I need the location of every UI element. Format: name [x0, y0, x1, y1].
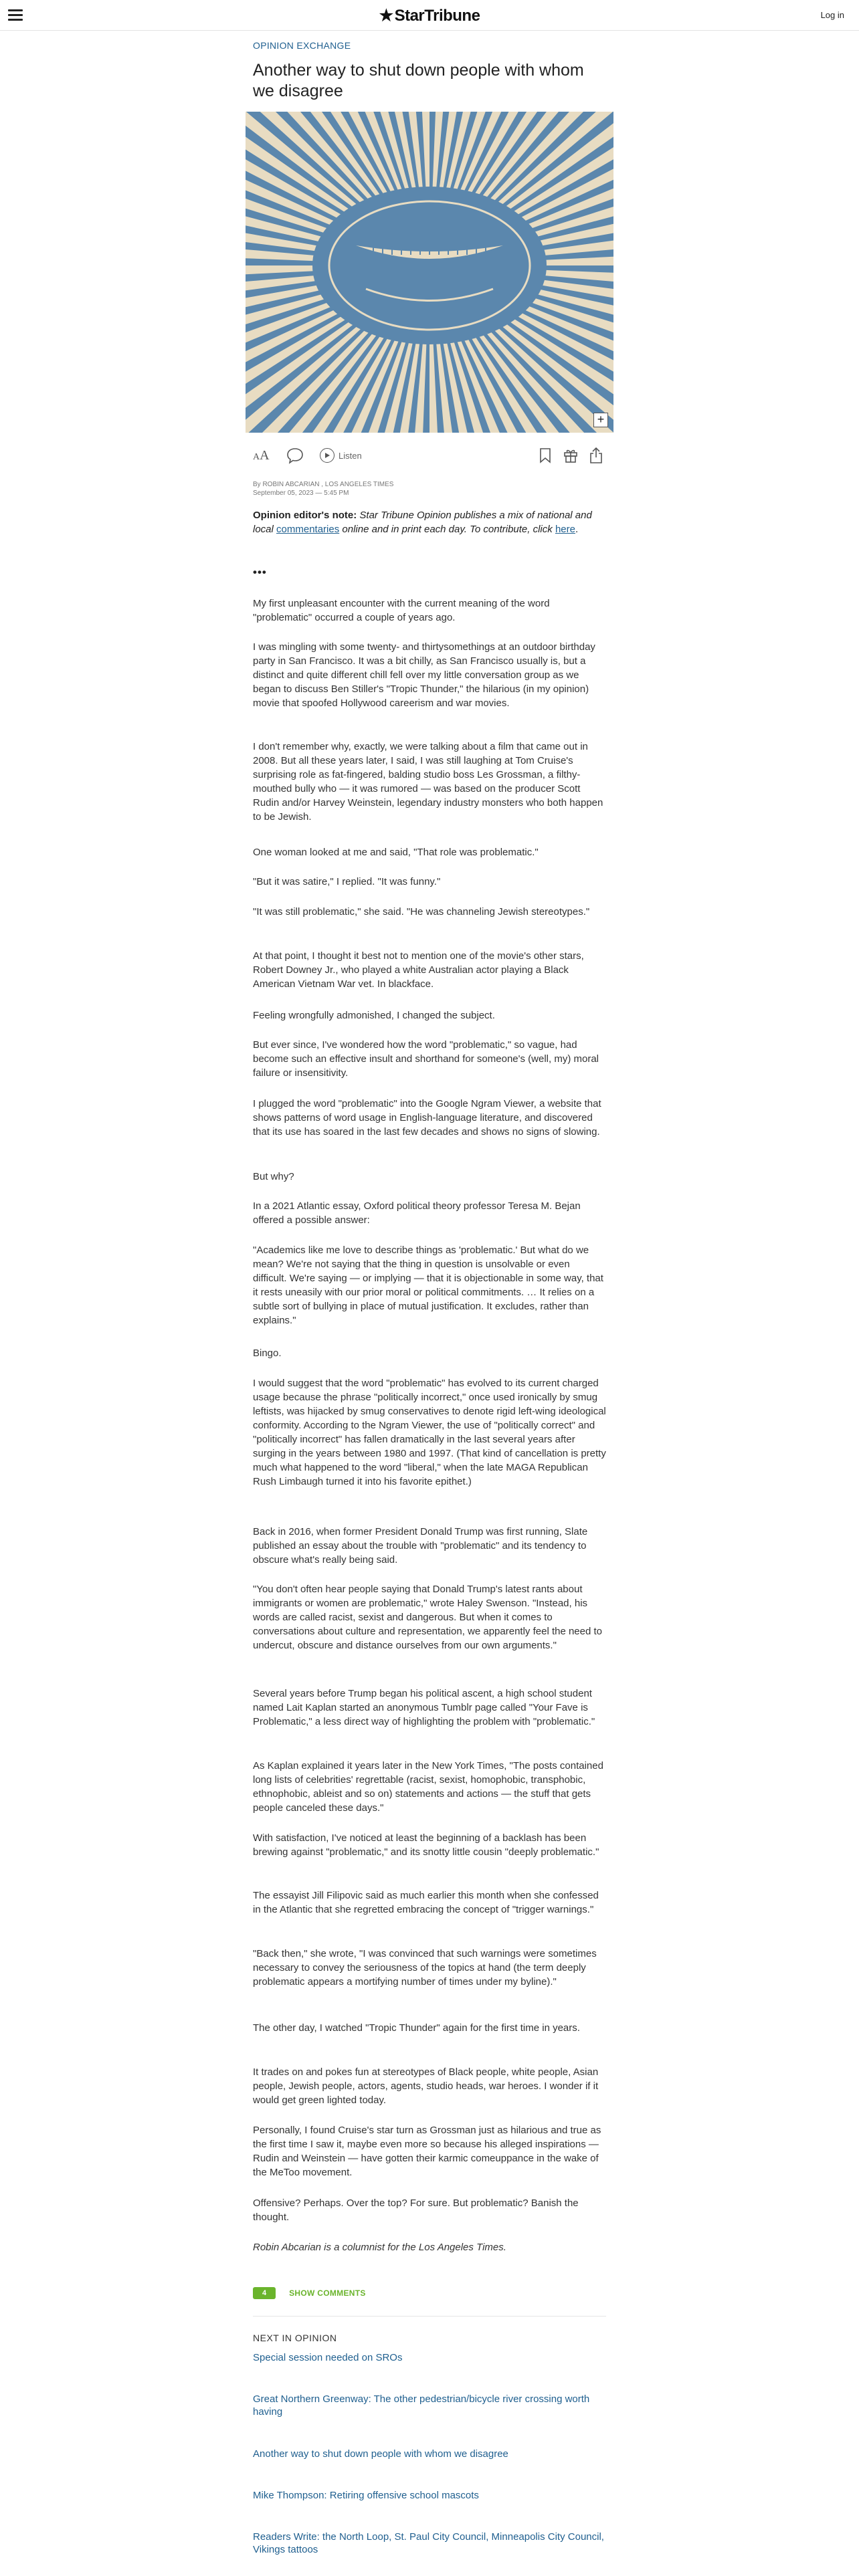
next-link[interactable]: Special session needed on SROs — [253, 2352, 403, 2363]
paragraph: The other day, I watched "Tropic Thunder" again for the first time in years. — [253, 2022, 580, 2034]
paragraph: I was mingling with some twenty- and thirtysomethings at an outdoor birthday party in San Francisco. It was a bit chilly, as San Francisco usually is, but a distinct and quite different chill fell over my little conversation group as we began to discuss Ben Stiller's "Tropic Thunder," the hilarious (in my opinion) movie that spoofed Hollywood careerism and war movies. — [253, 641, 595, 709]
comments-bar — [253, 2286, 606, 2300]
text-size-icon: AA — [253, 447, 270, 463]
gift-button[interactable] — [563, 445, 578, 465]
site-logo[interactable]: ★StarTribune — [379, 7, 480, 25]
paragraph: My first unpleasant encounter with the current meaning of the word "problematic" occurred a couple of years ago. — [253, 598, 550, 623]
editors-note-text-2: online and in print each day. To contribute, click — [342, 524, 553, 535]
share-icon — [589, 447, 603, 464]
section-label[interactable]: OPINION EXCHANGE — [253, 40, 351, 51]
divider — [253, 2316, 606, 2317]
author-line: By ROBIN ABCARIAN , LOS ANGELES TIMES — [253, 481, 394, 488]
text-size-button[interactable] — [253, 445, 270, 465]
commentaries-link[interactable]: commentaries — [276, 524, 340, 535]
lips-illustration — [246, 112, 613, 433]
byline — [253, 480, 606, 498]
next-in-opinion-heading: NEXT IN OPINION — [253, 2333, 337, 2343]
comment-bubble-icon — [286, 447, 304, 464]
paragraph: But ever since, I've wondered how the word "problematic," so vague, had become such an effective insult and shorthand for someone's (well, my) moral failure or insensitivity. — [253, 1039, 599, 1079]
page-title: Another way to shut down people with whom we disagree — [253, 61, 584, 100]
listen-button[interactable]: Listen — [320, 445, 362, 465]
paragraph: I plugged the word "problematic" into the Google Ngram Viewer, a website that shows patterns of word usage in English-language literature, and discovered that its use has soared in the last few decades and shows no signs of slowing. — [253, 1098, 601, 1138]
paragraph: In a 2021 Atlantic essay, Oxford political theory professor Teresa M. Bejan offered a possible answer: — [253, 1200, 581, 1226]
paragraph: "But it was satire," I replied. "It was funny." — [253, 876, 441, 887]
section-separator: ••• — [253, 566, 267, 578]
login-link[interactable]: Log in — [820, 10, 844, 20]
expand-image-button[interactable]: + — [593, 413, 608, 427]
bookmark-button[interactable] — [539, 445, 551, 465]
star-icon: ★ — [379, 7, 393, 25]
share-button[interactable] — [589, 445, 603, 465]
author-bio: Robin Abcarian is a columnist for the Los Angeles Times. — [253, 2242, 506, 2253]
paragraph: It trades on and pokes fun at stereotypes of Black people, white people, Asian people, Jewish people, actors, agents, studio heads, war heroes. I wonder if it would get green lighted today. — [253, 2066, 599, 2106]
paragraph: I would suggest that the word "problematic" has evolved to its current charged usage because the phrase "politically incorrect," once used ironically by smug leftists, was hijacked by smug conservatives to denote rigid left-wing ideological conformity. According to the Ngram Viewer, the use of "politically correct" and "politically incorrect" has fallen dramatically in the last several years after surging in the years between 1980 and 1997. (That kind of cancellation is pretty much what happened to the word "liberal," when the late MAGA Republican Rush Limbaugh turned it into his favorite epithet.) — [253, 1378, 606, 1487]
paragraph: At that point, I thought it best not to mention one of the movie's other stars, Robert Downey Jr., who played a white Australian actor playing a Black American Vietnam War vet. In blackface. — [253, 950, 584, 990]
next-link[interactable]: Mike Thompson: Retiring offensive school mascots — [253, 2490, 479, 2501]
editors-note-label: Opinion editor's note: — [253, 510, 357, 521]
paragraph: I don't remember why, exactly, we were talking about a film that came out in 2008. But all these years later, I said, I was still laughing at Tom Cruise's surprising role as fat-fingered, balding studio boss Les Grossman, a filthy-mouthed bully who — it was rumored — was based on the producer Scott Rudin and/or Harvey Weinstein, legendary industry monsters who both happen to be Jewish. — [253, 741, 603, 823]
paragraph: But why? — [253, 1171, 294, 1182]
paragraph: Offensive? Perhaps. Over the top? For sure. But problematic? Banish the thought. — [253, 2197, 579, 2223]
next-link[interactable]: Another way to shut down people with whom we disagree — [253, 2448, 508, 2460]
comment-count-badge[interactable]: 4 — [253, 2287, 276, 2299]
paragraph: Several years before Trump began his political ascent, a high school student named Lait Kaplan started an anonymous Tumblr page called "Your Fave is Problematic," a less direct way of highlighting the problem with "problematic." — [253, 1688, 595, 1727]
bookmark-icon — [539, 447, 551, 463]
dateline: September 05, 2023 — 5:45 PM — [253, 490, 349, 497]
editors-note-text: Star Tribune Opinion publishes a mix of national and local — [253, 510, 592, 535]
paragraph: One woman looked at me and said, "That role was problematic." — [253, 847, 539, 858]
paragraph: "You don't often hear people saying that Donald Trump's latest rants about immigrants or women are problematic," wrote Haley Swenson. "Instead, his words are called racist, sexist and dangerous. But when it comes to conversations about culture and representation, we apparently feel the need to undercut, obscure and distance ourselves from our own arguments." — [253, 1584, 603, 1651]
site-header — [0, 0, 859, 31]
paragraph: Bingo. — [253, 1348, 282, 1359]
article-toolbar — [253, 445, 606, 465]
hero-image — [246, 112, 613, 433]
paragraph: The essayist Jill Filipovic said as much earlier this month when she confessed in the Atlantic that she regretted embracing the concept of "trigger warnings." — [253, 1890, 599, 1915]
editors-note: Opinion editor's note: Star Tribune Opinion publishes a mix of national and local commentaries online and in print each day. To contribute, click here. — [253, 510, 592, 535]
blockquote: "Academics like me love to describe things as 'problematic.' But what do we mean? We're not saying that the thing in question is unsolvable or even difficult. We're saying — or implying — that it is objectionable in some way, that it rests uneasily with our prior moral or political commitments. … It relies on a subtle sort of bullying in place of mutual justification. It excludes, rather than explains." — [253, 1245, 603, 1326]
paragraph: As Kaplan explained it years later in the New York Times, "The posts contained long lists of celebrities' regrettable (racist, sexist, homophobic, transphobic, ethnophobic, ableist and so on) statements and actions — the stuff that gets people canceled these days." — [253, 1760, 603, 1814]
paragraph: With satisfaction, I've noticed at least the beginning of a backlash has been brewing against "problematic," and its snotty little cousin "deeply problematic." — [253, 1832, 599, 1858]
comment-button[interactable] — [286, 445, 304, 465]
paragraph: Personally, I found Cruise's star turn as Grossman just as hilarious and true as the first time I saw it, maybe even more so because his alleged inspirations — Rudin and Weinstein — have gotten their karmic comeuppance in the wake of the MeToo movement. — [253, 2125, 601, 2178]
gift-icon — [563, 447, 578, 463]
contribute-link[interactable]: here — [555, 524, 575, 535]
show-comments-button[interactable]: SHOW COMMENTS — [289, 2288, 366, 2298]
next-link[interactable]: Great Northern Greenway: The other pedestrian/bicycle river crossing worth having — [253, 2393, 590, 2418]
paragraph: "Back then," she wrote, "I was convinced that such warnings were sometimes necessary to convey the seriousness of the topics at hand (the term deeply problematic appears a mortifying number of times under my byline)." — [253, 1948, 597, 1988]
paragraph: "It was still problematic," she said. "He was channeling Jewish stereotypes." — [253, 906, 590, 918]
paragraph: Back in 2016, when former President Donald Trump was first running, Slate published an essay about the trouble with "problematic" and its tendency to obscure what's really being said. — [253, 1526, 588, 1566]
next-link[interactable]: Readers Write: the North Loop, St. Paul City Council, Minneapolis City Council, Vikings tattoos — [253, 2531, 604, 2555]
paragraph: Feeling wrongfully admonished, I changed the subject. — [253, 1010, 495, 1021]
play-icon — [320, 448, 335, 463]
